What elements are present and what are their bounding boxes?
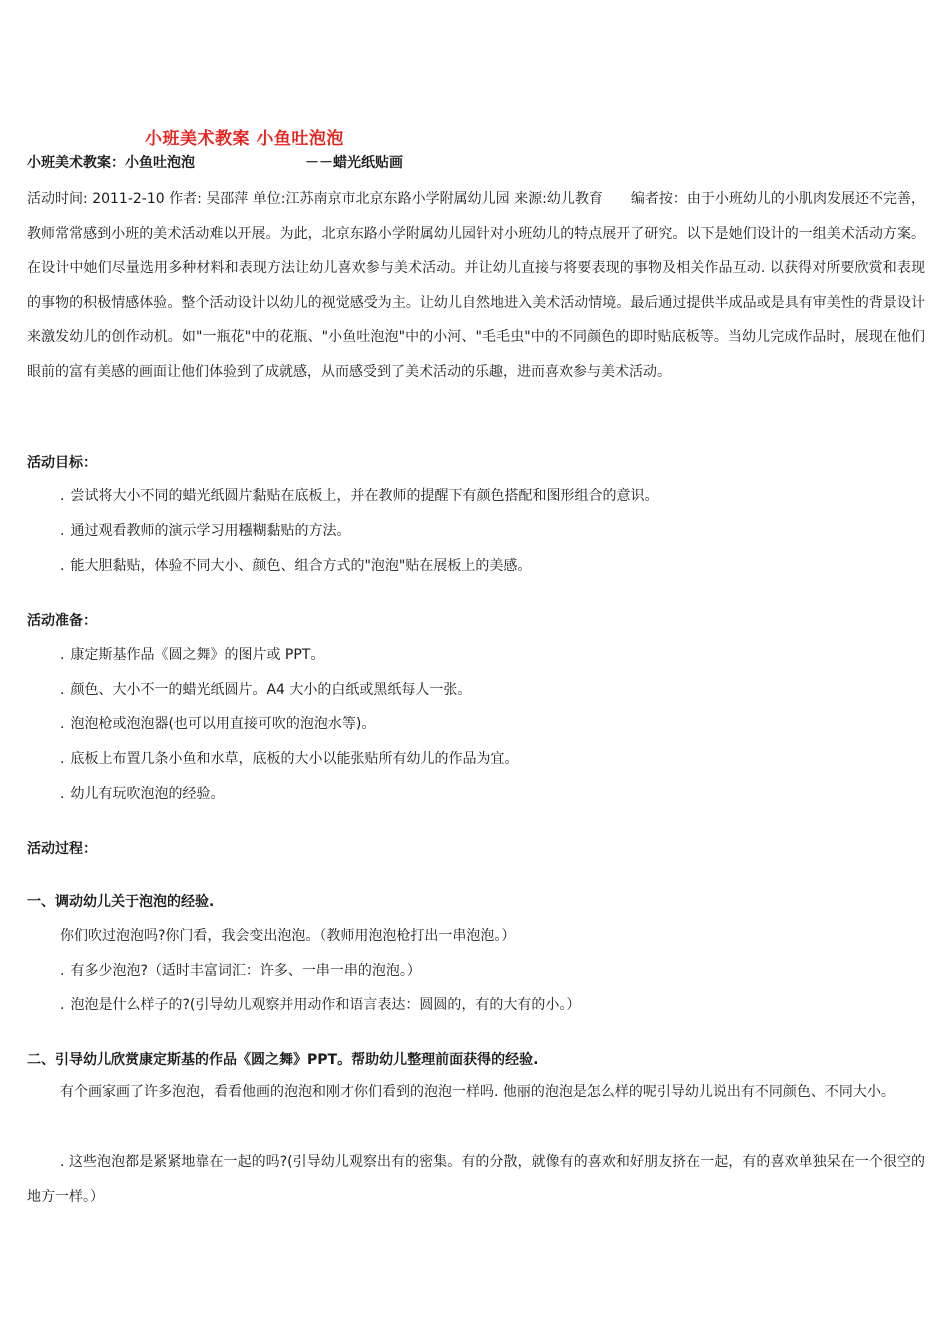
document-title: 小班美术教案 小鱼吐泡泡 [145, 129, 344, 149]
bullet-mark: . [60, 647, 65, 663]
bullet-mark: . [60, 558, 65, 574]
goal-item: . 尝试将大小不同的蜡光纸圆片黏贴在底板上，并在教师的提醒下有颜色搭配和图形组合的意识。 [60, 488, 659, 504]
step2-paragraph: . 这些泡泡都是紧紧地靠在一起的吗?(引导幼儿观察出有的密集。有的分散，就像有的喜欢和好朋友挤在一起，有的喜欢单独呆在一个很空的地方一样。） [27, 1154, 925, 1205]
prep-item: . 颜色、大小不一的蜡光纸圆片。A4 大小的白纸或黑纸每人一张。 [60, 682, 472, 698]
step1-heading: 一、调动幼儿关于泡泡的经验. [27, 894, 215, 910]
goal-item: . 能大胆黏贴，体验不同大小、颜色、组合方式的"泡泡"贴在展板上的美感。 [60, 558, 532, 574]
bullet-mark: . [60, 488, 65, 504]
goal-item: . 通过观看教师的演示学习用糨糊黏贴的方法。 [60, 523, 351, 539]
subtitle-left: 小班美术教案：小鱼吐泡泡 [27, 155, 195, 171]
prep-item: . 泡泡枪或泡泡器(也可以用直接可吹的泡泡水等)。 [60, 716, 376, 732]
step1-item: . 有多少泡泡?（适时丰富词汇：许多、一串一串的泡泡。） [60, 963, 421, 979]
bullet-mark: . [60, 523, 65, 539]
step1-item: . 泡泡是什么样子的?(引导幼儿观察并用动作和语言表达：圆圆的，有的大有的小。） [60, 997, 581, 1013]
bullet-mark: . [60, 751, 65, 767]
prep-heading: 活动准备： [27, 613, 97, 629]
intro-paragraph: 活动时间: 2011-2-10 作者: 吴邵萍 单位:江苏南京市北京东路小学附属幼儿园 来源:幼儿教育 编者按：由于小班幼儿的小肌肉发展还不完善，教师常常感到小班的美术活动难以开展。为此，北京东路小学附属幼儿园针对小班幼儿的特点展开了研究。以下是她们设计的一组美术活动方案。在设计中她们尽量选用多种材料和表现方法让幼儿喜欢参与美术活动。并让幼儿直接与将要表现的事物及相关作品互动. 以获得对所要欣赏和表现的事物的积极情感体验。整个活动设计以幼儿的视觉感受为主。让幼儿自然地进入美术活动情境。最后通过提供半成品或是具有审美性的背景设计来激发幼儿的创作动机。如"一瓶花"中的花瓶、"小鱼吐泡泡"中的小河、"毛毛虫"中的不同颜色的即时贴底板等。当幼儿完成作品时，展现在他们眼前的富有美感的画面让他们体验到了成就感，从而感受到了美术活动的乐趣，进而喜欢参与美术活动。 [27, 191, 925, 380]
bullet-mark: . [60, 997, 65, 1013]
goals-heading: 活动目标： [27, 455, 97, 471]
prep-item: . 底板上布置几条小鱼和水草，底板的大小以能张贴所有幼儿的作品为宜。 [60, 751, 519, 767]
bullet-mark: . [60, 786, 65, 802]
prep-item: . 康定斯基作品《圆之舞》的图片或 PPT。 [60, 647, 325, 663]
prep-item: . 幼儿有玩吹泡泡的经验。 [60, 786, 225, 802]
step2-heading: 二、引导幼儿欣赏康定斯基的作品《圆之舞》PPT。帮助幼儿整理前面获得的经验. [27, 1052, 539, 1068]
document-subtitle [27, 152, 403, 172]
bullet-mark: . [60, 716, 65, 732]
step1-intro: 你们吹过泡泡吗?你门看，我会变出泡泡。（教师用泡泡枪打出一串泡泡。） [60, 928, 516, 944]
process-heading: 活动过程： [27, 841, 97, 857]
bullet-mark: . [60, 963, 65, 979]
step2-paragraph: 有个画家画了许多泡泡，看看他画的泡泡和刚才你们看到的泡泡一样吗. 他丽的泡泡是怎么样的呢引导幼儿说出有不同颜色、不同大小。 [60, 1084, 895, 1100]
subtitle-right: －－蜡光纸贴画 [305, 155, 403, 171]
bullet-mark: . [60, 682, 65, 698]
